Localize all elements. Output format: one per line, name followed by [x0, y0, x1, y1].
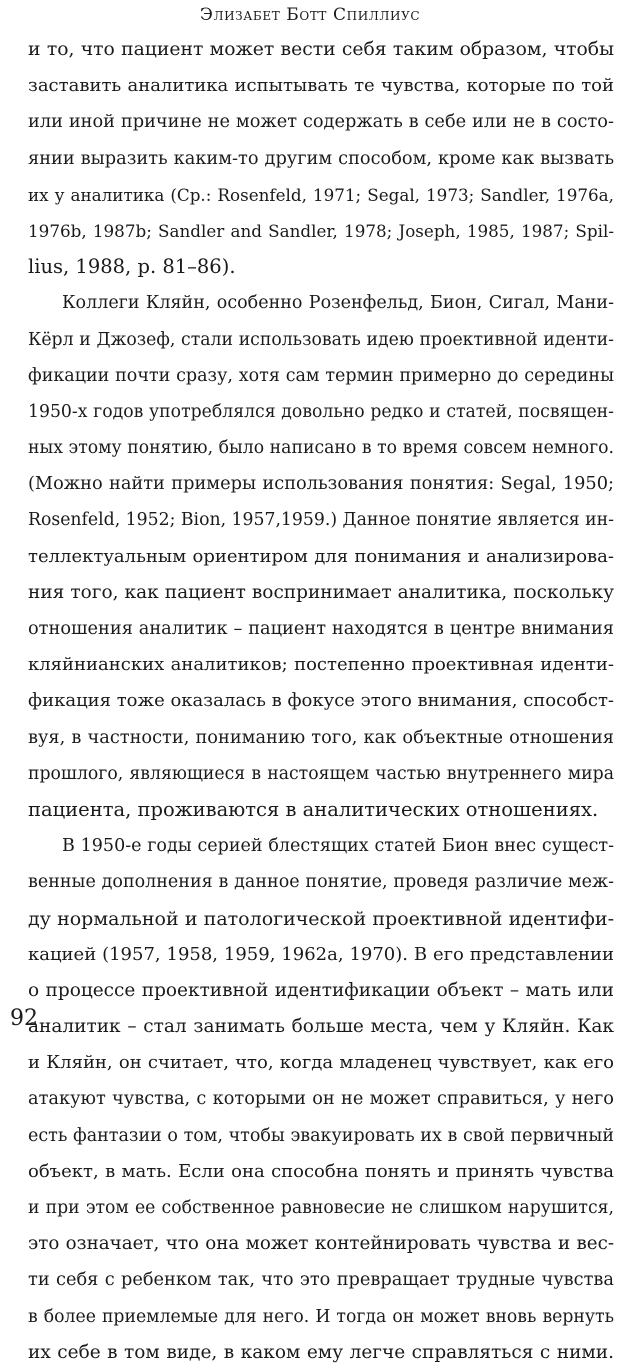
- text-line: Коллеги Кляйн, особенно Розенфельд, Бион, Сигал, Мани-: [62, 293, 614, 314]
- text-line: янии выразить каким-то другим способом, кроме как вызвать: [28, 148, 614, 169]
- running-head: Элизабет Ботт Спиллиус: [199, 5, 421, 25]
- text-line: или иной причине не может содержать в себе или не в состо-: [28, 112, 614, 133]
- text-line: объект, в мать. Если она способна понять и принять чувства: [28, 1160, 614, 1182]
- text-line: заставить аналитика испытывать те чувства, которые по той: [28, 75, 614, 97]
- text-line: их у аналитика (Ср.: Rosenfeld, 1971; Segal, 1973; Sandler, 1976a,: [28, 184, 614, 205]
- text-line: (Можно найти примеры использования понятия: Segal, 1950;: [28, 474, 614, 495]
- text-line: пациента, проживаются в аналитических отношениях.: [28, 797, 599, 821]
- text-line: отношения аналитик – пациент находятся в центре внимания: [28, 619, 614, 639]
- text-line: 1976b, 1987b; Sandler and Sandler, 1978; Joseph, 1985, 1987; Spil-: [28, 220, 614, 241]
- text-line: кляйнианских аналитиков; постепенно проективная иденти-: [28, 654, 614, 676]
- text-line: В 1950-е годы серией блестящих статей Бион внес сущест-: [62, 836, 614, 857]
- text-line: их себе в том виде, в каком ему легче справляться с ними.: [28, 1341, 614, 1363]
- text-line: прошлого, являющиеся в настоящем частью внутреннего мира: [28, 763, 614, 784]
- text-line: кацией (1957, 1958, 1959, 1962a, 1970). В его представлении: [28, 943, 614, 965]
- text-line: есть фантазии о том, чтобы эвакуировать их в свой первичный: [28, 1125, 614, 1146]
- text-line: Кёрл и Джозеф, стали использовать идею проективной иденти-: [28, 329, 614, 350]
- text-line: это означает, что она может контейнировать чувства и вес-: [28, 1233, 614, 1255]
- text-line: о процессе проективной идентификации объект – мать или: [28, 979, 614, 1001]
- body-text: [28, 32, 614, 1371]
- text-line: ду нормальной и патологической проективной идентифи-: [28, 907, 614, 930]
- text-line: аналитик – стал занимать больше места, чем у Кляйн. Как: [28, 1016, 614, 1038]
- text-line: lius, 1988, p. 81–86).: [28, 255, 236, 279]
- text-line: фикация тоже оказалась в фокусе этого внимания, способст-: [28, 690, 614, 712]
- text-line: фикации почти сразу, хотя сам термин примерно до середины: [28, 365, 614, 386]
- text-line: ния того, как пациент воспринимает аналитика, поскольку: [28, 581, 614, 603]
- text-line: вуя, в частности, пониманию того, как объектные отношения: [28, 727, 614, 748]
- text-line: атакуют чувства, с которыми он не может справиться, у него: [28, 1089, 614, 1110]
- text-line: ти себя с ребенком так, что это превращает трудные чувства: [28, 1270, 614, 1291]
- text-line: Rosenfeld, 1952; Bion, 1957,1959.) Данное понятие является ин-: [28, 510, 614, 531]
- text-line: и при этом ее собственное равновесие не слишком нарушится,: [28, 1198, 614, 1218]
- text-line: теллектуальным ориентиром для понимания и анализирова-: [28, 545, 614, 567]
- text-line: в более приемлемые для него. И тогда он может вновь вернуть: [28, 1306, 614, 1327]
- text-line: венные дополнения в данное понятие, проведя различие меж-: [28, 872, 614, 893]
- page-number: 92: [10, 1006, 38, 1031]
- text-line: и Кляйн, он считает, что, когда младенец чувствует, как его: [28, 1052, 614, 1074]
- text-line: ных этому понятию, было написано в то время совсем немного.: [28, 438, 614, 459]
- text-line: 1950-х годов употреблялся довольно редко и статей, посвящен-: [28, 401, 614, 422]
- text-line: и то, что пациент может вести себя таким образом, чтобы: [28, 39, 614, 60]
